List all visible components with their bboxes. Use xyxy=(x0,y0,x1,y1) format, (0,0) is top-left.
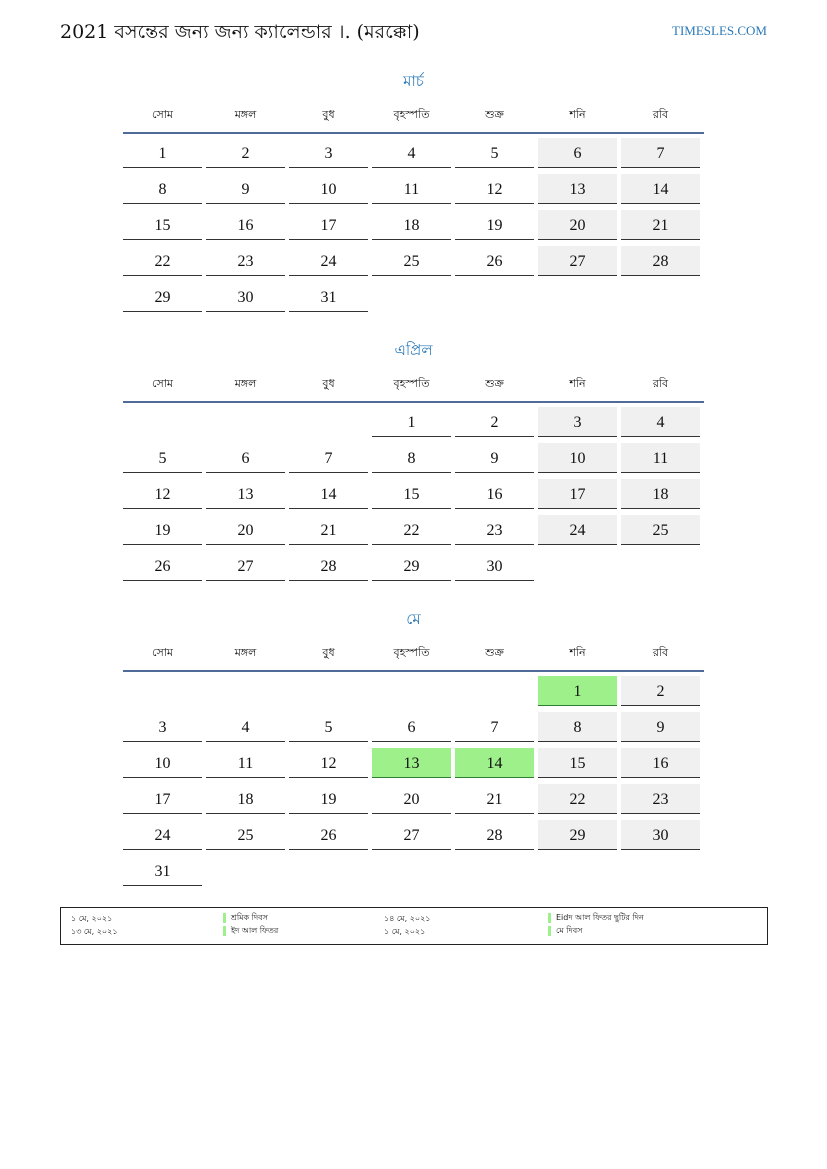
day-cell: 14 xyxy=(289,479,368,509)
weekday-label: বুধ xyxy=(322,376,335,390)
day-cell: 27 xyxy=(538,246,617,276)
day-cell: 26 xyxy=(123,551,202,581)
day-grid xyxy=(123,676,704,892)
day-cell: 6 xyxy=(538,138,617,168)
day-cell: 29 xyxy=(538,820,617,850)
day-cell: 2 xyxy=(206,138,285,168)
day-cell: 18 xyxy=(372,210,451,240)
day-cell: 19 xyxy=(289,784,368,814)
day-cell: 7 xyxy=(621,138,700,168)
empty-cell xyxy=(289,407,368,437)
legend-holiday-name: Eidদ আল ফিতর ছুটির দিন xyxy=(548,913,644,923)
legend-date: ১৪ মে, ২০২১ xyxy=(384,914,431,923)
month-title: মার্চ xyxy=(403,72,424,90)
page-title: 2021 বসন্তের জন্য জন্য ক্যালেন্ডার ।. (মরক্কো) xyxy=(60,21,420,43)
day-cell: 5 xyxy=(289,712,368,742)
weekday-label: শুক্র xyxy=(485,645,504,659)
day-cell: 13 xyxy=(538,174,617,204)
weekday-label: সোম xyxy=(151,645,174,659)
day-cell: 31 xyxy=(289,282,368,312)
day-grid xyxy=(123,407,704,587)
weekday-label: রবি xyxy=(652,107,669,121)
empty-cell xyxy=(455,676,534,706)
day-cell: 21 xyxy=(621,210,700,240)
legend-date: ১৩ মে, ২০২১ xyxy=(71,927,118,936)
day-cell: 31 xyxy=(123,856,202,886)
day-cell: 6 xyxy=(206,443,285,473)
empty-cell xyxy=(206,407,285,437)
day-cell: 5 xyxy=(455,138,534,168)
weekday-label: শুক্র xyxy=(485,107,504,121)
weekday-label: বৃহস্পতি xyxy=(393,645,430,659)
weekday-label: রবি xyxy=(652,376,669,390)
day-cell: 28 xyxy=(621,246,700,276)
day-cell: 7 xyxy=(455,712,534,742)
day-cell: 10 xyxy=(289,174,368,204)
day-cell: 5 xyxy=(123,443,202,473)
day-cell: 4 xyxy=(621,407,700,437)
day-cell: 11 xyxy=(206,748,285,778)
day-cell: 17 xyxy=(123,784,202,814)
day-cell: 1 xyxy=(372,407,451,437)
day-cell: 6 xyxy=(372,712,451,742)
weekday-label: বৃহস্পতি xyxy=(393,107,430,121)
day-cell: 29 xyxy=(123,282,202,312)
day-cell: 24 xyxy=(123,820,202,850)
day-cell: 19 xyxy=(455,210,534,240)
day-cell: 16 xyxy=(621,748,700,778)
day-cell: 18 xyxy=(621,479,700,509)
day-cell: 21 xyxy=(289,515,368,545)
weekday-label: রবি xyxy=(652,645,669,659)
day-cell: 9 xyxy=(206,174,285,204)
empty-cell xyxy=(289,676,368,706)
day-cell: 1 xyxy=(123,138,202,168)
empty-cell xyxy=(123,407,202,437)
weekday-header xyxy=(123,102,704,128)
weekday-label: সোম xyxy=(151,107,174,121)
day-cell: 12 xyxy=(289,748,368,778)
day-cell: 8 xyxy=(123,174,202,204)
weekday-label: শনি xyxy=(569,376,586,390)
empty-cell xyxy=(206,676,285,706)
holiday-day-cell: 14 xyxy=(455,748,534,778)
legend-holiday-name: মে দিবস xyxy=(548,926,582,936)
weekday-label: শনি xyxy=(569,645,586,659)
day-cell: 25 xyxy=(372,246,451,276)
day-cell: 30 xyxy=(621,820,700,850)
day-cell: 7 xyxy=(289,443,368,473)
day-cell: 16 xyxy=(455,479,534,509)
day-cell: 2 xyxy=(621,676,700,706)
day-cell: 29 xyxy=(372,551,451,581)
day-cell: 3 xyxy=(123,712,202,742)
day-cell: 14 xyxy=(621,174,700,204)
day-cell: 25 xyxy=(206,820,285,850)
day-cell: 27 xyxy=(372,820,451,850)
day-cell: 11 xyxy=(621,443,700,473)
day-cell: 21 xyxy=(455,784,534,814)
day-cell: 23 xyxy=(206,246,285,276)
weekday-label: শনি xyxy=(569,107,586,121)
day-cell: 10 xyxy=(123,748,202,778)
day-cell: 28 xyxy=(289,551,368,581)
month-may xyxy=(123,604,704,892)
weekday-label: শুক্র xyxy=(485,376,504,390)
day-cell: 20 xyxy=(372,784,451,814)
day-cell: 18 xyxy=(206,784,285,814)
weekday-header xyxy=(123,371,704,397)
empty-cell xyxy=(123,676,202,706)
day-cell: 15 xyxy=(372,479,451,509)
day-cell: 17 xyxy=(538,479,617,509)
day-cell: 20 xyxy=(206,515,285,545)
header-rule xyxy=(123,670,704,672)
day-cell: 8 xyxy=(372,443,451,473)
day-cell: 19 xyxy=(123,515,202,545)
day-cell: 26 xyxy=(289,820,368,850)
day-cell: 20 xyxy=(538,210,617,240)
day-cell: 3 xyxy=(538,407,617,437)
day-cell: 11 xyxy=(372,174,451,204)
legend-holiday-name: শ্রমিক দিবস xyxy=(223,913,268,923)
day-cell: 4 xyxy=(372,138,451,168)
day-cell: 26 xyxy=(455,246,534,276)
legend-date: ১ মে, ২০২১ xyxy=(384,927,426,936)
day-cell: 2 xyxy=(455,407,534,437)
month-april xyxy=(123,335,704,587)
month-march xyxy=(123,66,704,318)
day-cell: 13 xyxy=(206,479,285,509)
legend-date: ১ মে, ২০২১ xyxy=(71,914,113,923)
day-cell: 12 xyxy=(123,479,202,509)
day-cell: 28 xyxy=(455,820,534,850)
day-cell: 4 xyxy=(206,712,285,742)
day-cell: 16 xyxy=(206,210,285,240)
day-cell: 3 xyxy=(289,138,368,168)
weekday-header xyxy=(123,640,704,666)
month-title: এপ্রিল xyxy=(394,341,433,359)
day-cell: 8 xyxy=(538,712,617,742)
day-cell: 22 xyxy=(372,515,451,545)
weekday-label: মঙ্গল xyxy=(234,645,257,659)
weekday-label: মঙ্গল xyxy=(234,376,257,390)
day-cell: 12 xyxy=(455,174,534,204)
holiday-day-cell: 13 xyxy=(372,748,451,778)
weekday-label: সোম xyxy=(151,376,174,390)
day-cell: 15 xyxy=(538,748,617,778)
header-rule xyxy=(123,401,704,403)
day-cell: 9 xyxy=(455,443,534,473)
brand-link[interactable]: TIMESLES.COM xyxy=(672,23,767,38)
weekday-label: বৃহস্পতি xyxy=(393,376,430,390)
day-cell: 9 xyxy=(621,712,700,742)
day-cell: 23 xyxy=(621,784,700,814)
holiday-day-cell: 1 xyxy=(538,676,617,706)
day-cell: 25 xyxy=(621,515,700,545)
day-cell: 23 xyxy=(455,515,534,545)
day-cell: 10 xyxy=(538,443,617,473)
day-cell: 24 xyxy=(289,246,368,276)
empty-cell xyxy=(372,676,451,706)
day-cell: 27 xyxy=(206,551,285,581)
header-rule xyxy=(123,132,704,134)
weekday-label: বুধ xyxy=(322,107,335,121)
day-cell: 22 xyxy=(123,246,202,276)
day-cell: 15 xyxy=(123,210,202,240)
day-grid xyxy=(123,138,704,318)
weekday-label: বুধ xyxy=(322,645,335,659)
legend-holiday-name: ইদ আল ফিতর xyxy=(223,926,278,936)
month-title: মে xyxy=(406,610,421,628)
day-cell: 24 xyxy=(538,515,617,545)
weekday-label: মঙ্গল xyxy=(234,107,257,121)
day-cell: 30 xyxy=(206,282,285,312)
day-cell: 17 xyxy=(289,210,368,240)
holiday-legend xyxy=(60,907,768,945)
day-cell: 30 xyxy=(455,551,534,581)
day-cell: 22 xyxy=(538,784,617,814)
